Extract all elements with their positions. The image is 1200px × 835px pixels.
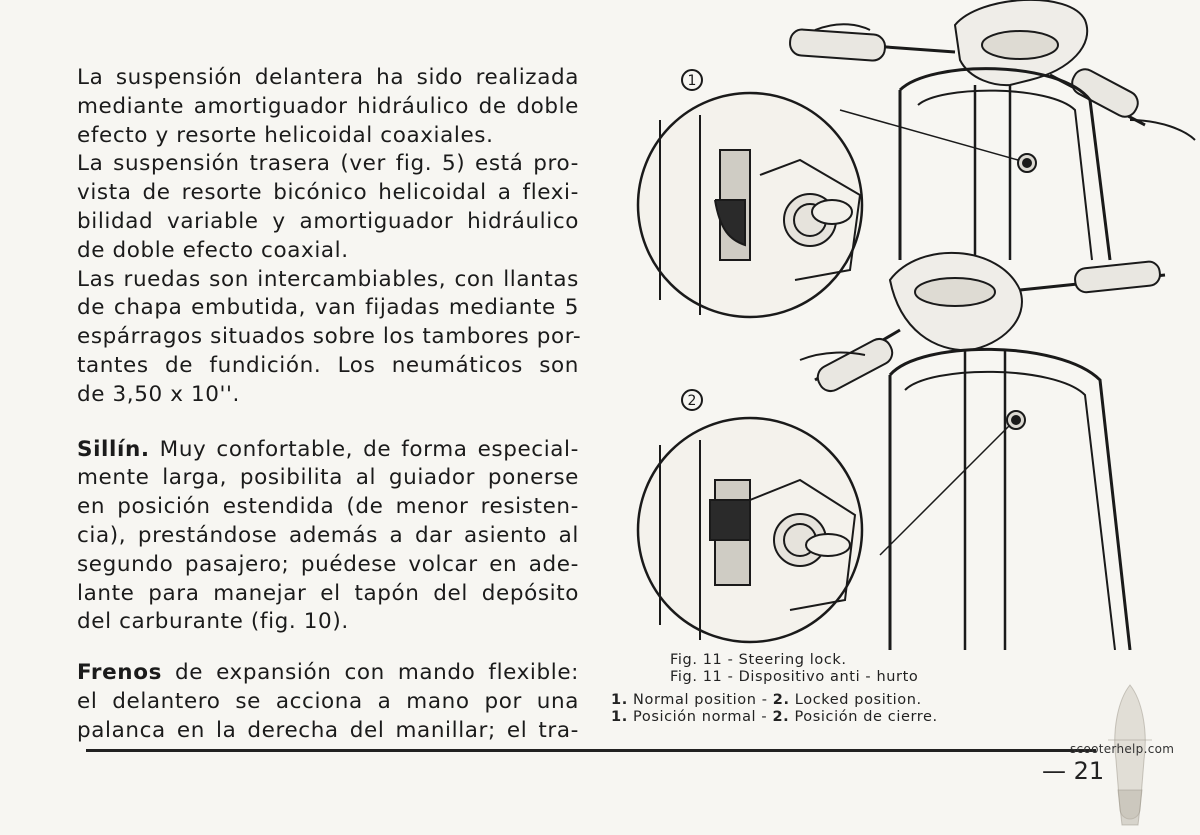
body-text-column [77, 64, 582, 746]
text-line: vista de resorte bicónico helicoidal a flexi- [77, 180, 579, 206]
text-line: de chapa embutida, van fijadas mediante 5 [77, 295, 579, 321]
text-line: La suspensión delantera ha sido realizada [77, 65, 579, 90]
text-line: del carburante (fig. 10). [77, 609, 349, 635]
page-number: — 21 [1042, 757, 1105, 785]
text-line: palanca en la derecha del manillar; el tra- [77, 717, 579, 743]
text-line: cia), prestándose además a dar asiento al [77, 522, 579, 548]
text-line: mediante amortiguador hidráulico de doble [77, 93, 579, 119]
figure-label-2: 2 [687, 393, 697, 409]
figure-legend-es: 1. Posición normal - 2. Posición de cierre. [611, 709, 938, 725]
text-line: tantes de fundición. Los neumáticos son [77, 352, 579, 378]
section-heading-sillin: Sillín. [77, 436, 150, 462]
text-line: mente larga, posibilita al guiador ponerse [77, 465, 579, 491]
text-line: bilidad variable y amortiguador hidráulico [77, 208, 579, 234]
text-line: de doble efecto coaxial. [77, 237, 349, 263]
footer-rule [86, 749, 1096, 752]
figure-caption-es: Fig. 11 - Dispositivo anti - hurto [670, 669, 919, 685]
text-line: espárragos situados sobre los tambores por- [77, 324, 582, 350]
figure-legend-en: 1. Normal position - 2. Locked position. [611, 692, 922, 708]
figure-label-1: 1 [687, 73, 697, 89]
section-heading-frenos: Frenos [77, 660, 162, 686]
text-line: de 3,50 x 10''. [77, 381, 240, 407]
steering-lock-illustration [600, 0, 1200, 650]
text-line: segundo pasajero; puédese volcar en ade- [77, 551, 579, 577]
text-line: en posición estendida (de menor resisten- [77, 494, 579, 520]
text-line: efecto y resorte helicoidal coaxiales. [77, 122, 494, 148]
text-line: Sillín. Muy confortable, de forma especial- [77, 436, 579, 462]
figure-caption-en: Fig. 11 - Steering lock. [670, 652, 847, 668]
text-line: lante para manejar el tapón del depósito [77, 580, 579, 606]
text-line: el delantero se acciona a mano por una [77, 688, 579, 714]
text-line: La suspensión trasera (ver fig. 5) está pro- [77, 151, 579, 177]
text-line: Frenos de expansión con mando flexible: [77, 660, 579, 686]
text-line: Las ruedas son intercambiables, con llantas [77, 266, 579, 292]
watermark-text: scooterhelp.com [1070, 742, 1175, 756]
